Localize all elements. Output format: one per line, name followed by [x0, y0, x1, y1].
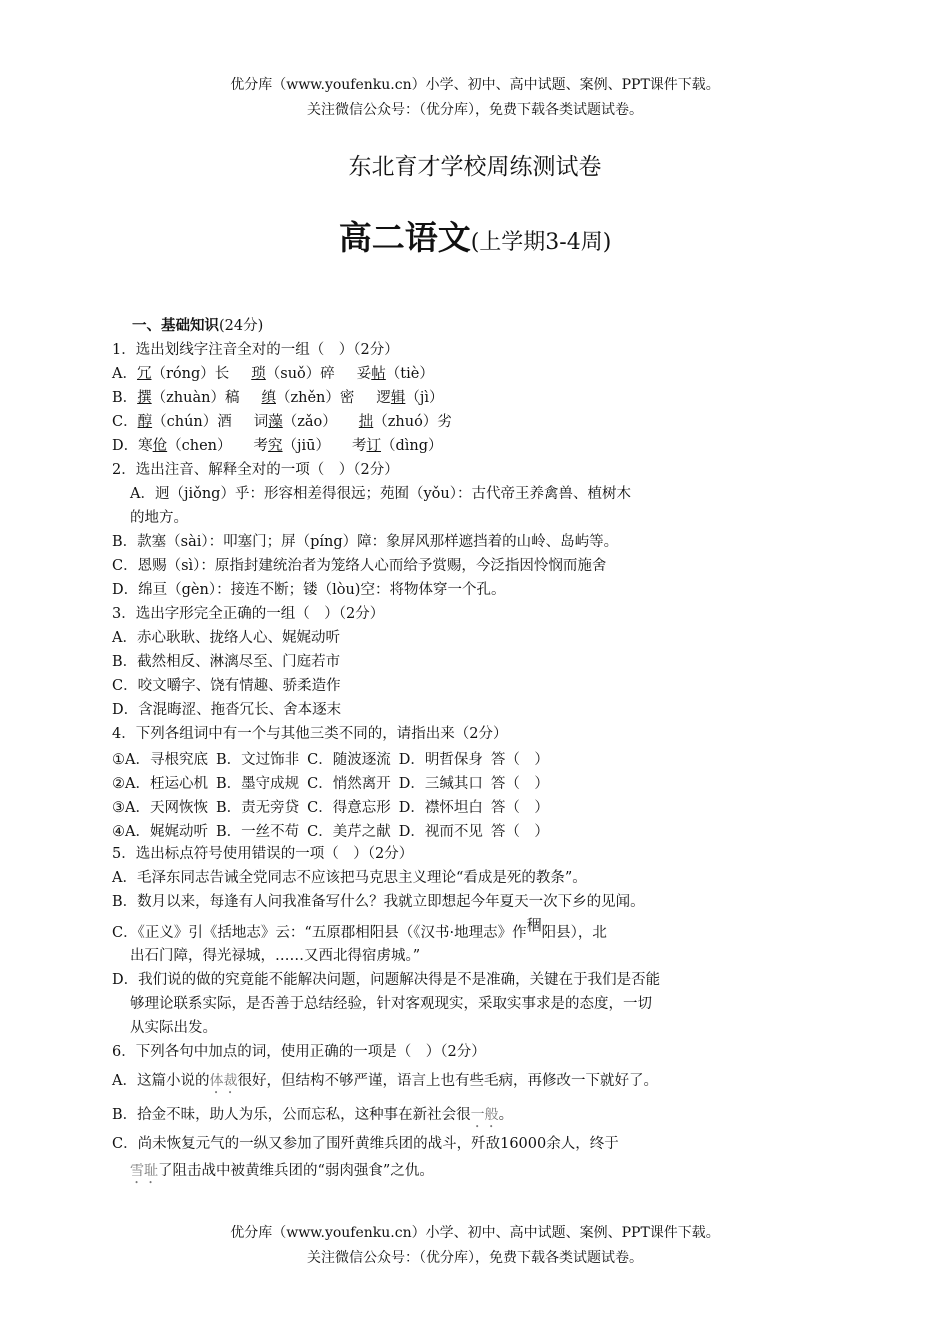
- section-score: (24分): [219, 318, 264, 334]
- q2-option-b: B．款塞（sài）：叩塞门；屏（píng）障：象屏风那样遮挡着的山岭、岛屿等。: [112, 534, 619, 550]
- dotted-word: 一般: [470, 1107, 499, 1123]
- q1-option-a: A．冗（róng）长 琐（suǒ）碎 妥帖（tiè）: [112, 366, 434, 382]
- q2-stem: 2．选出注音、解释全对的一项（ ）（2分）: [112, 462, 399, 478]
- q6-option-b: B．拾金不昧，助人为乐，公而忘私，这种事在新社会很一般。: [112, 1107, 514, 1123]
- q3-option-b: B．截然相反、淋漓尽至、门庭若市: [112, 654, 341, 670]
- header-line-1: 优分库（www.youfenku.cn）小学、初中、高中试题、案例、PPT课件下载。: [230, 77, 720, 93]
- q3-option-a: A．赤心耿耿、拢络人心、娓娓动听: [112, 630, 340, 646]
- q2-option-c: C．恩赐（sì）：原指封建统治者为笼络人心而给予赏赐，今泛指因怜悯而施舍: [112, 558, 607, 574]
- q1-option-b: B．撰（zhuàn）稿 缜（zhěn）密 逻辑（jì）: [112, 390, 444, 406]
- section-title: 一、基础知识: [132, 317, 219, 334]
- subject-title: [0, 212, 950, 259]
- q2-option-a-line2: 的地方。: [130, 510, 188, 526]
- q6-option-c-line2: 雪耻了阻击战中被黄维兵团的“弱肉强食”之仇。: [130, 1163, 434, 1179]
- dotted-word: 雪耻: [130, 1163, 158, 1179]
- q4-row: ④A．娓娓动听 B．一丝不苟 C．美芹之献 D．视而不见 答（ ）: [112, 823, 549, 840]
- q5-option-d-line2: 够理论联系实际，是否善于总结经验，针对客观现实，采取实事求是的态度，一切: [130, 996, 652, 1012]
- footer-line-1: 优分库（www.youfenku.cn）小学、初中、高中试题、案例、PPT课件下载。: [230, 1225, 720, 1241]
- q4-row: ①A．寻根究底 B．文过饰非 C．随波逐流 D．明哲保身 答（ ）: [112, 751, 549, 768]
- q4-row: ②A．枉运心机 B．墨守成规 C．悄然离开 D．三缄其口 答（ ）: [112, 775, 549, 792]
- q6-stem: 6．下列各句中加点的词，使用正确的一项是（ ）（2分）: [112, 1044, 486, 1060]
- term-label: (上学期3-4周): [470, 230, 612, 255]
- q4-table: [112, 746, 557, 842]
- q5-option-a: A．毛泽东同志告诫全党同志不应该把马克思主义理论“看成是死的教条”。: [112, 870, 587, 886]
- dotted-word: 体裁: [209, 1073, 238, 1089]
- q2-option-a-line1: A．迥（jiǒng）乎：形容相差得很远；苑囿（yǒu）：古代帝王养禽兽、植树木: [130, 486, 631, 502]
- q1-option-c: C．醇（chún）酒 词藻（zǎo） 拙（zhuó）劣: [112, 414, 452, 430]
- q5-option-d-line3: 从实际出发。: [130, 1020, 217, 1036]
- q1-stem: 1．选出划线字注音全对的一组（ ）（2分）: [112, 342, 399, 358]
- q5-option-b: B．数月以来，每逢有人问我准备写什么？我就立即想起今年夏天一次下乡的见闻。: [112, 894, 645, 910]
- q3-stem: 3．选出字形完全正确的一组（ ）（2分）: [112, 606, 385, 622]
- q1-option-d: D．寒伧（chen） 考究（jiū） 考订（dìng）: [112, 438, 443, 454]
- q5-option-c-line2: 出石门障，得光禄城，……又西北得宿虏城。”: [130, 948, 421, 964]
- q5-option-d-line1: D．我们说的做的究竟能不能解决问题，问题解决得是不是准确，关键在于我们是否能: [112, 972, 661, 988]
- q4-row: ③A．天网恢恢 B．责无旁贷 C．得意忘形 D．襟怀坦白 答（ ）: [112, 799, 549, 816]
- header-line-2: 关注微信公众号：（优分库），免费下载各类试题试卷。: [307, 102, 643, 118]
- q6-option-a: A．这篇小说的体裁很好，但结构不够严谨，语言上也有些毛病，再修改一下就好了。: [112, 1073, 658, 1089]
- q5-option-c-line1: C．《正义》引《括地志》云：“五原郡相阳县（《汉书·地理志》作稒阳县），北: [112, 920, 772, 944]
- footer-line-2: 关注微信公众号：（优分库），免费下载各类试题试卷。: [307, 1250, 643, 1266]
- q6-option-c-line1: C．尚未恢复元气的一纵又参加了围歼黄维兵团的战斗，歼敌16000余人，终于: [112, 1136, 619, 1152]
- q5-stem: 5．选出标点符号使用错误的一项（ ）（2分）: [112, 846, 414, 862]
- q3-option-c: C．咬文嚼字、饶有情趣、骄柔造作: [112, 678, 341, 694]
- q3-option-d: D．含混晦涩、拖沓冗长、舍本逐末: [112, 702, 342, 718]
- q2-option-d: D．绵亘（gèn）：接连不断；镂（lòu)空：将物体穿一个孔。: [112, 582, 506, 598]
- rare-character: 稒: [526, 916, 542, 934]
- school-title: 东北育才学校周练测试卷: [348, 154, 602, 180]
- q4-stem: 4．下列各组词中有一个与其他三类不同的，请指出来（2分）: [112, 726, 508, 742]
- section-heading: [112, 314, 772, 338]
- subject-name: 高二语文: [338, 218, 471, 257]
- exam-content: [112, 314, 772, 1186]
